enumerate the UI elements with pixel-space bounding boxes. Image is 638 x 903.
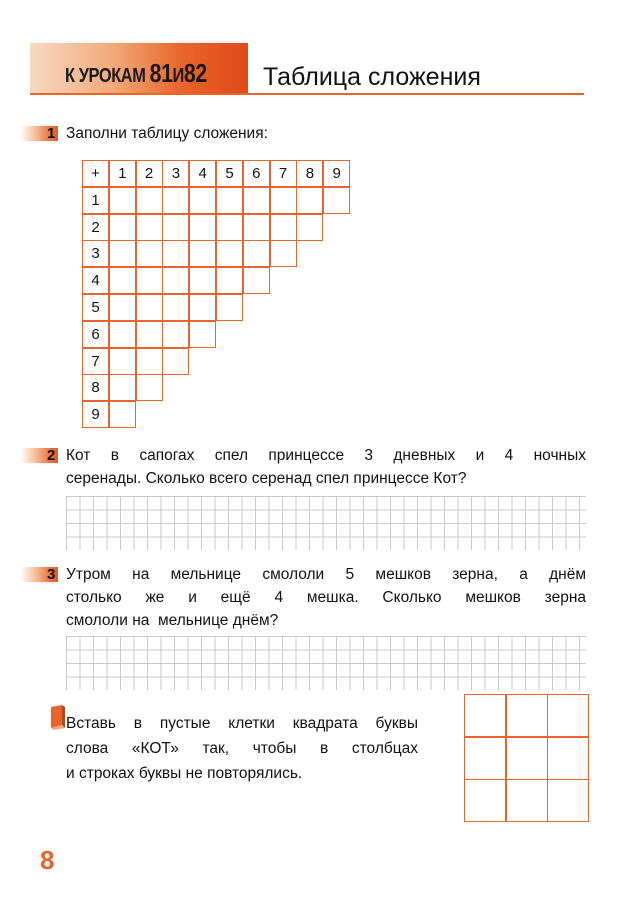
table-answer-cell[interactable] — [243, 240, 270, 267]
table-answer-cell[interactable] — [136, 321, 163, 348]
table-row-header-9: 9 — [82, 401, 109, 428]
table-answer-cell[interactable] — [162, 214, 189, 241]
table-answer-cell[interactable] — [296, 187, 323, 214]
table-answer-cell[interactable] — [136, 240, 163, 267]
table-answer-cell[interactable] — [136, 214, 163, 241]
table-answer-cell[interactable] — [216, 267, 243, 294]
task3-line1: Утром на мельнице смололи 5 мешков зерна, а днём — [66, 566, 586, 583]
table-row-header-3: 3 — [82, 240, 109, 267]
table-col-header-8: 8 — [296, 160, 323, 187]
table-col-header-5: 5 — [216, 160, 243, 187]
table-answer-cell[interactable] — [162, 294, 189, 321]
puzzle-line2: слова «КОТ» так, чтобы в столбцах — [66, 740, 418, 757]
header-rule — [30, 93, 584, 95]
table-answer-cell[interactable] — [189, 214, 216, 241]
table-answer-cell[interactable] — [189, 240, 216, 267]
kot-cell[interactable] — [547, 737, 589, 780]
kot-cell[interactable] — [547, 694, 589, 737]
answer-grid-task3[interactable] — [66, 636, 586, 690]
table-answer-cell[interactable] — [162, 240, 189, 267]
book-icon — [48, 704, 68, 730]
page-title: Таблица сложения — [263, 63, 481, 91]
table-answer-cell[interactable] — [323, 187, 350, 214]
lesson-label: К УРОКАМ 81И82 — [65, 58, 207, 88]
table-answer-cell[interactable] — [162, 348, 189, 375]
table-answer-cell[interactable] — [109, 401, 136, 428]
table-col-header-6: 6 — [243, 160, 270, 187]
table-answer-cell[interactable] — [136, 267, 163, 294]
table-col-header-4: 4 — [189, 160, 216, 187]
table-answer-cell[interactable] — [109, 321, 136, 348]
table-row-header-4: 4 — [82, 267, 109, 294]
table-answer-cell[interactable] — [216, 214, 243, 241]
table-answer-cell[interactable] — [109, 214, 136, 241]
table-col-header-3: 3 — [162, 160, 189, 187]
task-number-1: 1 — [47, 125, 56, 142]
puzzle-line1: Вставь в пустые клетки квадрата буквы — [66, 715, 418, 732]
kot-cell[interactable] — [506, 779, 548, 822]
table-answer-cell[interactable] — [270, 214, 297, 241]
table-col-header-7: 7 — [270, 160, 297, 187]
table-answer-cell[interactable] — [189, 321, 216, 348]
kot-cell[interactable] — [464, 737, 506, 780]
task2-line1: Кот в сапогах спел принцессе 3 дневных и 4 ночных — [66, 447, 586, 464]
table-answer-cell[interactable] — [109, 374, 136, 401]
table-col-header-2: 2 — [136, 160, 163, 187]
lesson-number-b: 82 — [183, 58, 207, 88]
table-answer-cell[interactable] — [136, 374, 163, 401]
table-answer-cell[interactable] — [243, 214, 270, 241]
table-col-header-1: 1 — [109, 160, 136, 187]
table-row-header-8: 8 — [82, 374, 109, 401]
table-corner-plus: + — [82, 160, 109, 187]
task3-line3: смололи на мельнице днём? — [66, 612, 279, 629]
table-col-header-9: 9 — [323, 160, 350, 187]
kot-cell[interactable] — [547, 779, 589, 822]
table-answer-cell[interactable] — [243, 267, 270, 294]
table-answer-cell[interactable] — [109, 240, 136, 267]
kot-cell[interactable] — [464, 694, 506, 737]
table-answer-cell[interactable] — [162, 187, 189, 214]
table-answer-cell[interactable] — [136, 348, 163, 375]
page-number: 8 — [40, 845, 55, 875]
table-answer-cell[interactable] — [296, 214, 323, 241]
table-answer-cell[interactable] — [216, 294, 243, 321]
table-answer-cell[interactable] — [109, 294, 136, 321]
table-answer-cell[interactable] — [216, 187, 243, 214]
kot-cell[interactable] — [464, 779, 506, 822]
table-answer-cell[interactable] — [270, 187, 297, 214]
table-answer-cell[interactable] — [136, 187, 163, 214]
table-answer-cell[interactable] — [162, 267, 189, 294]
task-number-2: 2 — [47, 447, 56, 464]
puzzle-line3: и строках буквы не повторялись. — [66, 765, 303, 782]
task1-text: Заполни таблицу сложения: — [66, 125, 268, 142]
table-row-header-2: 2 — [82, 214, 109, 241]
task-number-3: 3 — [47, 566, 56, 583]
kot-cell[interactable] — [506, 737, 548, 780]
table-answer-cell[interactable] — [216, 240, 243, 267]
table-answer-cell[interactable] — [109, 187, 136, 214]
table-answer-cell[interactable] — [136, 294, 163, 321]
kot-cell[interactable] — [506, 694, 548, 737]
lesson-number-a: 81 — [149, 58, 173, 88]
table-answer-cell[interactable] — [189, 294, 216, 321]
table-answer-cell[interactable] — [109, 267, 136, 294]
table-row-header-1: 1 — [82, 187, 109, 214]
table-answer-cell[interactable] — [109, 348, 136, 375]
table-answer-cell[interactable] — [243, 187, 270, 214]
table-row-header-5: 5 — [82, 294, 109, 321]
task3-line2: столько же и ещё 4 мешка. Сколько мешков зерна — [66, 589, 586, 606]
task2-line2: серенады. Сколько всего серенад спел принцессе Кот? — [66, 470, 467, 487]
table-answer-cell[interactable] — [270, 240, 297, 267]
table-answer-cell[interactable] — [162, 321, 189, 348]
lesson-and: И — [172, 65, 184, 87]
table-answer-cell[interactable] — [189, 267, 216, 294]
table-row-header-7: 7 — [82, 348, 109, 375]
answer-grid-task2[interactable] — [66, 496, 586, 550]
table-answer-cell[interactable] — [189, 187, 216, 214]
kot-square-grid — [464, 694, 589, 822]
table-row-header-6: 6 — [82, 321, 109, 348]
